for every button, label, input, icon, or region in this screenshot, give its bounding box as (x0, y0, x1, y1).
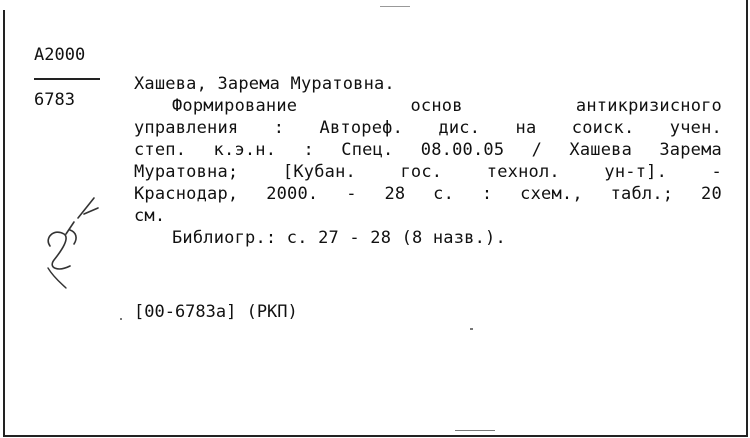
author-heading: Хашева, Зарема Муратовна. (134, 74, 395, 94)
entry-word: : (273, 118, 285, 138)
entry-word: 08.00.05 (420, 140, 505, 160)
entry-word: Спец. (341, 140, 394, 160)
entry-word: 2000. (266, 184, 319, 204)
entry-word: учен. (669, 118, 722, 138)
card-right-edge (746, 0, 748, 436)
entry-word: дис. (438, 118, 481, 138)
entry-word: антикризисного (575, 96, 722, 116)
entry-line-6: см. (134, 206, 166, 226)
entry-word: [Кубан. (282, 162, 356, 182)
card-left-edge (3, 10, 5, 436)
call-number: [00-6783а] (РКП) (134, 302, 298, 322)
entry-word: основ (410, 96, 463, 116)
entry-word: табл.; (610, 184, 674, 204)
entry-word: соиск. (571, 118, 635, 138)
shelf-code: A2000 (34, 45, 86, 65)
entry-word: технол. (486, 162, 560, 182)
entry-word: Краснодар, (134, 184, 239, 204)
entry-word: ун-т]. (604, 162, 667, 182)
card-bottom-edge (3, 435, 748, 437)
entry-word: - (711, 162, 722, 182)
speck (455, 430, 495, 431)
entry-word: Хашева (569, 140, 633, 160)
entry-word: степ. (134, 140, 187, 160)
entry-line-3 (134, 139, 722, 161)
entry-word: Формирование (172, 96, 298, 116)
entry-word: Зарема (659, 140, 722, 160)
entry-word: управления (134, 118, 239, 138)
shelf-divider (34, 78, 100, 80)
card-top-mark (380, 6, 410, 7)
handwritten-mark (40, 188, 110, 298)
entry-word: Автореф. (319, 118, 404, 138)
entry-word: 28 (384, 184, 406, 204)
entry-word: к.э.н. (213, 140, 277, 160)
speck (470, 328, 473, 330)
entry-word: схем., (520, 184, 583, 204)
entry-word: гос. (400, 162, 443, 182)
entry-word: : (303, 140, 314, 160)
speck (120, 318, 122, 320)
entry-word: / (531, 140, 543, 160)
entry-line-title (134, 95, 722, 117)
entry-word: Муратовна; (134, 162, 239, 182)
entry-word: - (346, 184, 357, 204)
entry-word: на (515, 118, 537, 138)
bibliography-note: Библиогр.: с. 27 - 28 (8 назв.). (172, 228, 506, 248)
entry-line-5 (134, 183, 722, 205)
entry-line-4 (134, 161, 722, 183)
shelf-number: 6783 (34, 90, 75, 110)
entry-word: 20 (701, 184, 722, 204)
entry-line-2 (134, 117, 722, 139)
bibliographic-entry (134, 73, 722, 249)
entry-word: : (481, 184, 493, 204)
entry-word: с. (433, 184, 455, 204)
shelf-mark (34, 44, 100, 111)
